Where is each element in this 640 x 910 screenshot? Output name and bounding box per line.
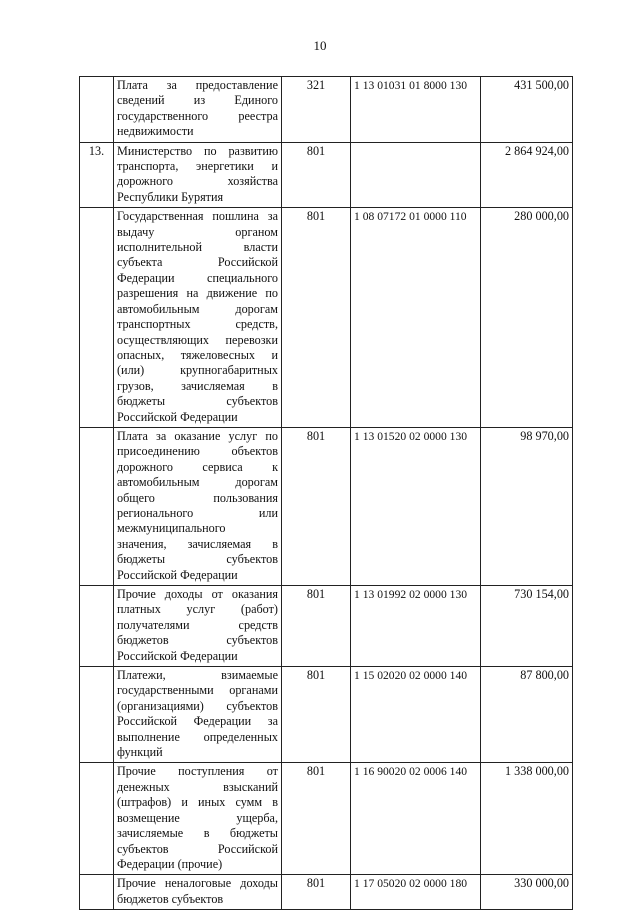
amount: 2 864 924,00	[481, 142, 573, 208]
amount: 1 338 000,00	[481, 763, 573, 875]
table-row	[80, 427, 573, 585]
row-number	[80, 427, 114, 585]
admin-code: 801	[282, 586, 351, 667]
budget-classification-code: 1 15 02020 02 0000 140	[351, 667, 481, 763]
budget-classification-code: 1 16 90020 02 0006 140	[351, 763, 481, 875]
budget-classification-code: 1 17 05020 02 0000 180	[351, 875, 481, 910]
admin-code: 801	[282, 208, 351, 428]
revenue-name: Платежи, взимаемые государственными органами (организациями) субъектов Российской Федерации за выполнение определенных функций	[114, 667, 282, 763]
amount: 431 500,00	[481, 77, 573, 143]
row-number	[80, 77, 114, 143]
budget-classification-code: 1 13 01992 02 0000 130	[351, 586, 481, 667]
budget-classification-code: 1 13 01031 01 8000 130	[351, 77, 481, 143]
admin-code: 801	[282, 763, 351, 875]
table-row	[80, 667, 573, 763]
row-number	[80, 586, 114, 667]
row-number	[80, 208, 114, 428]
table-row	[80, 586, 573, 667]
admin-code: 801	[282, 142, 351, 208]
table-row	[80, 142, 573, 208]
budget-classification-code: 1 08 07172 01 0000 110	[351, 208, 481, 428]
admin-code: 321	[282, 77, 351, 143]
amount: 730 154,00	[481, 586, 573, 667]
row-number	[80, 763, 114, 875]
amount: 330 000,00	[481, 875, 573, 910]
row-number: 13.	[80, 142, 114, 208]
revenue-name: Плата за оказание услуг по присоединению объектов дорожного сервиса к автомобильным дорогам общего пользования регионального или межмуниципального значения, зачисляемая в бюджеты субъектов Российской Федерации	[114, 427, 282, 585]
revenue-name: Государственная пошлина за выдачу органом исполнительной власти субъекта Российской Федерации специального разрешения на движение по автомобильным дорогам транспортных средств, осуществляющих перевозки опасных, тяжеловесных и (или) крупногабаритных грузов, зачисляемая в бюджеты субъектов Российской Федерации	[114, 208, 282, 428]
revenue-name: Плата за предоставление сведений из Единого государственного реестра недвижимости	[114, 77, 282, 143]
admin-code: 801	[282, 875, 351, 910]
table-row	[80, 208, 573, 428]
revenue-name: Прочие неналоговые доходы бюджетов субъектов	[114, 875, 282, 910]
revenue-name: Министерство по развитию транспорта, энергетики и дорожного хозяйства Республики Бурятия	[114, 142, 282, 208]
amount: 280 000,00	[481, 208, 573, 428]
revenue-name: Прочие поступления от денежных взысканий (штрафов) и иных сумм в возмещение ущерба, зачисляемые в бюджеты субъектов Российской Федерации (прочие)	[114, 763, 282, 875]
amount: 87 800,00	[481, 667, 573, 763]
revenue-name: Прочие доходы от оказания платных услуг (работ) получателями средств бюджетов субъектов Российской Федерации	[114, 586, 282, 667]
page-number: 10	[313, 38, 327, 53]
budget-classification-code: 1 13 01520 02 0000 130	[351, 427, 481, 585]
admin-code: 801	[282, 667, 351, 763]
table-row	[80, 763, 573, 875]
admin-code: 801	[282, 427, 351, 585]
row-number	[80, 667, 114, 763]
revenue-table	[79, 76, 573, 910]
budget-classification-code	[351, 142, 481, 208]
amount: 98 970,00	[481, 427, 573, 585]
table-row	[80, 77, 573, 143]
